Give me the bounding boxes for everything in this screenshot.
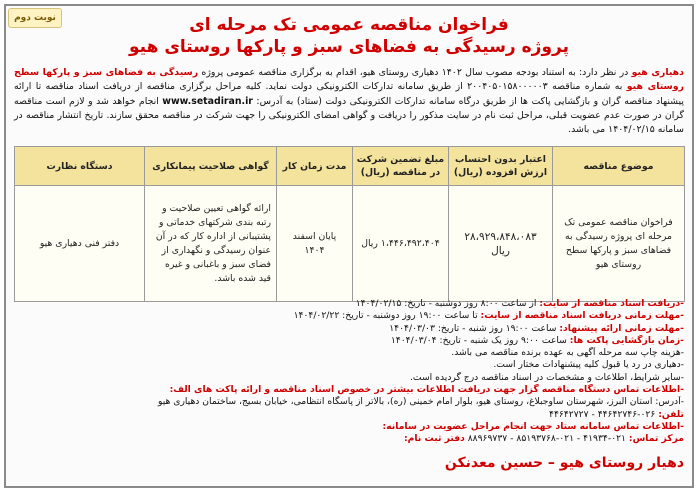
second-publication-badge: نوبت دوم [8,8,62,28]
detail-label: -زمان بازگشایی پاکت ها: [569,334,684,346]
notice-title [60,14,638,58]
detail-label: دفتر ثبت نام: [404,433,465,445]
detail-rights: -دهیاری در رد یا قبول کلیه پیشنهادات مختار است. [493,359,684,371]
header-subject: موضوع مناقصه [553,147,685,186]
detail-setad-heading: -اطلاعات تماس سامانه ستاد جهت انجام مراحل عضویت در سامانه: [382,420,684,432]
intro-part-1: در نظر دارد: به استناد بودجه مصوب سال ۱۴۰۲ دهیاری روستای هیو، اقدام به برگزاری مناقصه عمومی پروژه [198,67,632,78]
title-line-1: فراخوان مناقصه عمومی تک مرحله ای [189,15,509,35]
detail-label: -مهلت زمانی ارائه پیشنهاد: [559,322,684,334]
cell-subject: فراخوان مناقصه عمومی تک مرحله ای پروژه رسیدگی به فضاهای سبز و پارکها سطح روستای هیو [553,186,685,302]
detail-label: -مهلت زمانی دریافت اسناد مناقصه از سایت: [480,310,684,322]
intro-part-2: به شماره مناقصه ۲۰۰۴۰۵۰۱۵۸۰۰۰۰۰۳ از طریق سامانه تدارکات الکترونیکی دولت نماید. کلیه مراحل برگزاری مناقصه از دریافت اسناد مناقصه تا ارائه پیشنهاد مناقصه گران و بازگشایی پاکت ها از طریق درگاه سامانه تدارکات الکترونیکی دولت (ستاد) به آدرس: [14,81,684,107]
cell-guarantee: ۱،۴۴۶،۴۹۲،۴۰۴ ریال [353,186,449,302]
tender-table [14,146,685,302]
setad-url-link[interactable]: www.setadiran.ir [162,95,253,107]
detail-value: ۰۲۱-۴۱۹۳۴ - ۰۲۱-۸۵۱۹۳۷۶۸ - ۸۸۹۶۹۷۳۷ [464,433,629,445]
detail-value: از ساعت ۸:۰۰ روز دوشنبه - تاریخ: ۱۴۰۴/۰۲/۱۵ [355,298,540,309]
detail-download-start [14,298,684,310]
detail-phone [14,409,684,421]
header-supervisor: دستگاه نظارت [15,147,145,186]
signature-org: دهیار روستای هیو [559,455,684,471]
detail-label: تلفن: [658,408,684,420]
detail-ad-cost: -هزینه چاپ سه مرحله آگهی به عهده برنده مناقصه می باشد. [451,347,684,359]
signature [14,455,684,471]
cell-credit: ۲۸،۹۲۹،۸۴۸،۰۸۳ ریال [449,186,553,302]
cell-qualification: ارائه گواهی تعیین صلاحیت و رتبه بندی شرکتهای خدماتی و پشتیبانی از اداره کار که در آن عنوان رسیدگی و نگهداری از فضای سبز و باغبانی و غیره قید شده باشد. [145,186,277,302]
detail-value: تا ساعت ۱۹:۰۰ روز دوشنبه - تاریخ: ۱۴۰۴/۰۲/۲۲ [293,310,481,322]
project-name: رسیدگی به فضاهای سبز و پارکها سطح روستای هیو [14,67,684,93]
detail-bid-deadline [14,323,684,335]
table-header-row [15,147,685,186]
detail-address: -آدرس: استان البرز، شهرستان ساوجبلاغ، روستای هیو، بلوار امام خمینی (ره)، بالاتر از پاسگاه انتظامی، خیابان بسیج، ساختمان دهیاری هیو [157,396,684,408]
detail-value: ساعت ۹:۰۰ روز یک شنبه - تاریخ: ۱۴۰۴/۰۳/۰۴ [390,334,570,346]
header-duration: مدت زمان کار [277,147,353,186]
detail-value: ۰۲۶-۴۴۶۴۲۷۴۶ - ۴۴۶۴۲۷۲۷ [549,408,659,420]
detail-opening-time [14,335,684,347]
tender-details [14,298,684,446]
org-name: دهیاری هیو [631,67,684,78]
signature-separator: – [547,455,555,471]
signature-name: حسین معدنکن [444,455,544,471]
detail-download-deadline [14,310,684,322]
detail-label: -دریافت اسناد مناقصه از سایت: [539,298,684,309]
table-row [15,186,685,302]
intro-paragraph [14,66,684,137]
header-guarantee: مبلغ تضمین شرکت در مناقصه (ریال) [353,147,449,186]
intro-part-3: انجام خواهد شد و لازم است مناقصه گران در صورت عدم عضویت قبلی، مراحل ثبت نام در سایت مذکور را دریافت و گواهی امضای الکترونیکی را جهت شرکت در مناقصه محقق سازند. تاریخ انتشار مناقصه در سامانه ۱۴۰۴/۰۲/۱۵ می باشد. [14,95,684,136]
cell-supervisor: دفتر فنی دهیاری هیو [15,186,145,302]
detail-other-terms: -سایر شرایط، اطلاعات و مشخصات در اسناد مناقصه درج گردیده است. [410,371,684,383]
title-line-2: پروژه رسیدگی به فضاهای سبز و پارکها روستای هیو [129,37,569,57]
header-qualification: گواهی صلاحیت پیمانکاری [145,147,277,186]
detail-call-center [14,433,684,445]
detail-value: ساعت ۱۹:۰۰ روز شنبه - تاریخ: ۱۴۰۴/۰۳/۰۳ [389,322,560,334]
detail-label: مرکز تماس: [628,433,684,445]
cell-duration: پایان اسفند ۱۴۰۴ [277,186,353,302]
header-credit: اعتبار بدون احتساب ارزش افزوده (ریال) [449,147,553,186]
detail-contact-heading: -اطلاعات تماس دستگاه مناقصه گزار جهت دریافت اطلاعات بیشتر در خصوص اسناد مناقصه و ارائه پاکت های الف: [169,384,684,396]
